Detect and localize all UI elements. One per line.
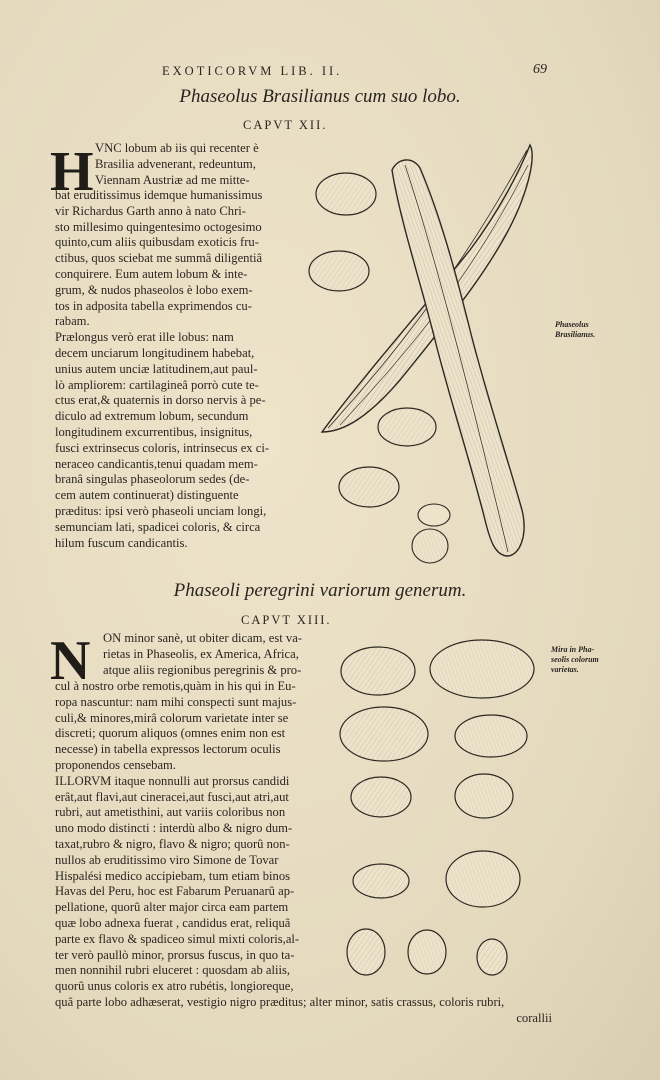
text-line: quinto,cum aliis quibusdam exoticis fru-	[55, 235, 259, 250]
note-line: Phaseolus	[555, 320, 589, 329]
note-line: Mira in Pha-	[551, 645, 595, 654]
chapter-12-heading: CAPVT XII.	[243, 118, 328, 132]
text-line: culi,& minores,mirâ colorum varietate inter se	[55, 710, 289, 725]
text-line: ctus erat,& quaternis in dorso nervis à pe-	[55, 393, 266, 408]
text-line: quæ lobo adnexa fuerat , candidus erat, reliquâ	[55, 915, 291, 930]
text-line: quorû unus coloris ex atro rubétis, longioreque,	[55, 979, 294, 994]
text-line: decem unciarum longitudinem habebat,	[55, 345, 255, 360]
text-line: VNC lobum ab iis qui recenter è	[95, 141, 259, 155]
text-line: taxat,rubro & nigro, flavo & nigro; quorû non-	[55, 836, 290, 851]
text-line: cem autem continuerat) distinguente	[55, 488, 239, 503]
text-line: uno modo distincti : interdù albo & nigro dum-	[55, 821, 293, 836]
text-line: tos in adposita tabella exprimendos cu-	[55, 298, 252, 313]
text-line: Prælongus verò erat ille lobus: nam	[55, 330, 234, 345]
running-head: EXOTICORVM LIB. II.	[162, 64, 343, 78]
text-line: pellatione, quorû alter major circa eam partem	[55, 900, 289, 915]
page-number: 69	[533, 62, 547, 77]
beans-group-2	[340, 640, 534, 975]
text-line: Viennam Austriæ ad me mitte-	[95, 172, 250, 187]
text-line: Brasilia advenerant, redeuntum,	[95, 156, 256, 171]
text-line: grum, & nudos phaseolos è lobo exem-	[55, 282, 253, 297]
text-line: lò ampliorem: cartilagineâ porrò cute te-	[55, 377, 259, 392]
text-line: rabam.	[55, 314, 90, 329]
text-line: ON minor sanè, ut obiter dicam, est va-	[103, 631, 302, 645]
text-line: fusci extrinsecus coloris, intrinsecus ex ci-	[55, 440, 270, 455]
chapter-12-title: Phaseolus Brasilianus cum suo lobo.	[179, 86, 461, 107]
text-line: Havas del Peru, hoc est Fabarum Peruanarû ap-	[55, 884, 295, 899]
text-line: vir Richardus Garth anno à nato Chri-	[55, 203, 246, 218]
drop-cap-n: N	[50, 630, 91, 692]
text-line: cul à nostro orbe remotis,quàm in his qui in Eu-	[55, 679, 296, 693]
note-line: seolis colorum	[551, 655, 599, 664]
text-line: ropa nascuntur: nam mihi conspecti sunt majus-	[55, 694, 297, 709]
text-line: proponendos censebam.	[55, 757, 177, 772]
text-line: unius autem unciæ latitudinem,aut paul-	[55, 361, 258, 376]
text-line: hilum fuscum candicantis.	[55, 535, 188, 550]
text-line: necesse) in tabella expressos lectorum oculis	[55, 742, 281, 757]
text-line: conquirere. Eum autem lobum & inte-	[55, 266, 248, 281]
drop-cap-h: H	[50, 141, 94, 203]
text-line: rubri, aut ametisthini, aut variis coloribus non	[55, 805, 286, 820]
chapter-13-title: Phaseoli peregrini variorum generum.	[173, 580, 467, 601]
text-line: sto millesimo quingentesimo octogesimo	[55, 219, 262, 234]
text-line: Hispalési medico accipiebam, tum etiam binos	[55, 868, 291, 883]
text-line: men nonnihil rubri eluceret : quosdam ab aliis,	[55, 963, 291, 978]
chapter-13-heading: CAPVT XIII.	[241, 613, 332, 627]
text-line: branâ singulas phaseolorum sedes (de-	[55, 472, 250, 487]
text-line: semunciam lati, spadicei coloris, & circa	[55, 519, 261, 534]
text-line: nullos ab eruditissimo viro Simone de Tovar	[55, 852, 279, 867]
text-line: neraceo candicantis,tenui quadam mem-	[55, 456, 258, 471]
text-line: ILLORVM itaque nonnulli aut prorsus candidi	[55, 773, 290, 788]
text-line: bat eruditissimus idemque humanissimus	[55, 188, 263, 202]
text-line: quâ parte lobo adhæserat, vestigio nigro præditus; alter minor, satis crassus, coloris rubri,	[55, 994, 505, 1009]
text-line: erât,aut flavi,aut cineracei,aut fusci,aut atri,aut	[55, 789, 289, 804]
text-line: atque aliis regionibus peregrinis & pro-	[103, 662, 302, 677]
text-line: parte ex flavo & spadiceo simul mixti coloris,al-	[55, 931, 300, 946]
text-line: diculo ad extremum lobum, secundum	[55, 409, 249, 424]
text-line: ter verò paullò minor, prorsus fuscus, in quo ta-	[55, 947, 295, 962]
text-line: discreti; quorum aliquos (omnes enim non est	[55, 726, 286, 741]
text-line: præditus: ipsi verò phaseoli unciam longi,	[55, 503, 267, 518]
note-line: varietas.	[551, 665, 579, 674]
text-line: longitudinem excurrentibus, insignitus,	[55, 424, 253, 439]
text-line: corallii	[516, 1010, 552, 1025]
text-line: rietas in Phaseolis, ex America, Africa,	[103, 646, 299, 661]
note-line: Brasilianus.	[555, 330, 596, 339]
text-line: ctibus, quos sciebat me summâ diligentiâ	[55, 251, 263, 266]
